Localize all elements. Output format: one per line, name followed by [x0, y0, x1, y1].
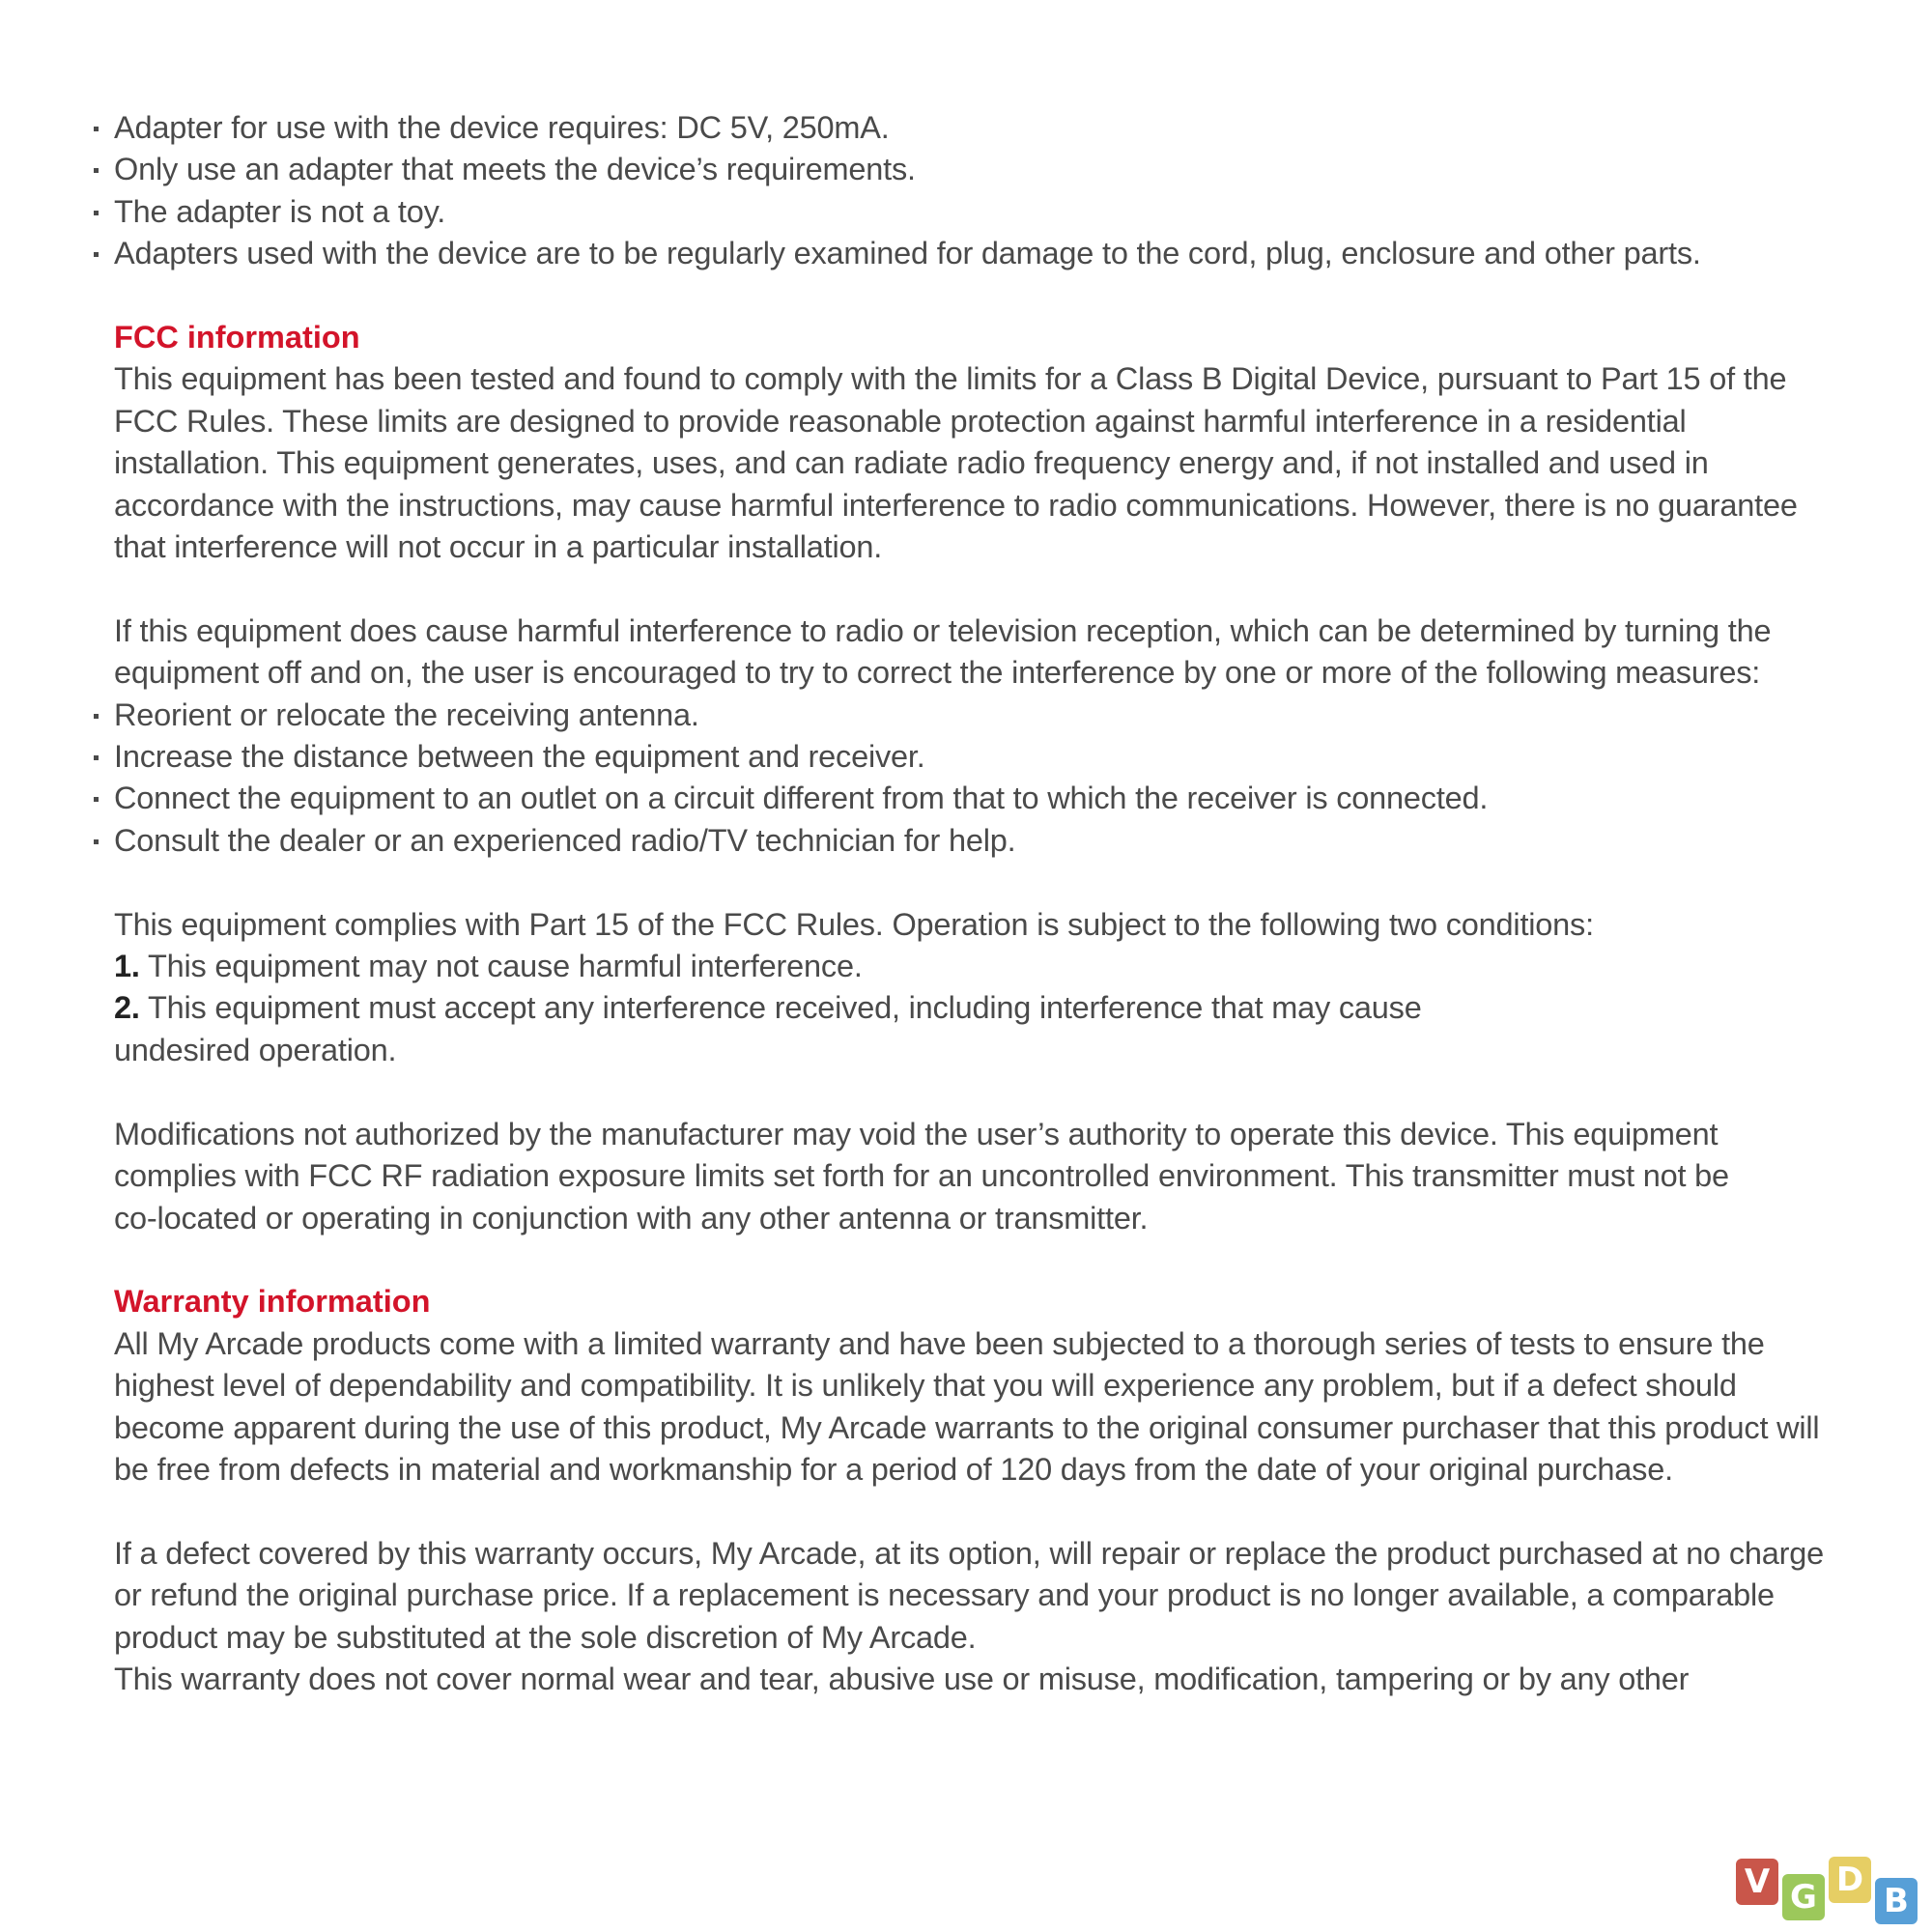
- fcc-measures-list: [114, 695, 1843, 863]
- fcc-paragraph: Modifications not authorized by the manufacturer may void the user’s authority to operate this device. This equipment complies with FCC RF radiation exposure limits set forth for an uncontrolled environment. This transmitter must not be co-located or operating in conjunction with any other antenna or transmitter.: [114, 1116, 1729, 1236]
- condition-text: This equipment must accept any interference received, including interference that may cause undesired operation.: [114, 990, 1422, 1067]
- warranty-heading: Warranty information: [114, 1284, 431, 1320]
- fcc-paragraph: If this equipment does cause harmful interference to radio or television reception, which can be determined by turning the equipment off and on, the user is encouraged to try to correct the interference by one or more of the following measures:: [114, 612, 1772, 691]
- warranty-paragraph: This warranty does not cover normal wear and tear, abusive use or misuse, modification, tampering or by any other: [114, 1661, 1690, 1696]
- list-item: Adapter for use with the device requires: DC 5V, 250mA.: [114, 107, 1843, 149]
- warranty-paragraph: All My Arcade products come with a limited warranty and have been subjected to a thorough series of tests to ensure the highest level of dependability and compatibility. It is unlikely that you will experience any problem, but if a defect should become apparent during the use of this product, My Arcade warrants to the original consumer purchaser that this product will be free from defects in material and workmanship for a period of 120 days from the date of your original purchase.: [114, 1325, 1820, 1487]
- logo-letter-tile: G: [1782, 1874, 1825, 1920]
- list-item: Reorient or relocate the receiving antenna.: [114, 695, 1843, 736]
- fcc-paragraph: This equipment complies with Part 15 of the FCC Rules. Operation is subject to the following two conditions:: [114, 906, 1594, 942]
- vgdb-watermark-logo: [1736, 1857, 1929, 1930]
- fcc-heading: FCC information: [114, 320, 360, 355]
- condition-item: [114, 946, 1843, 987]
- warranty-paragraph: If a defect covered by this warranty occurs, My Arcade, at its option, will repair or replace the product purchased at no charge or refund the original purchase price. If a replacement is necessary and your product is no longer available, a comparable product may be substituted at the sole discretion of My Arcade.: [114, 1535, 1825, 1655]
- list-item: Consult the dealer or an experienced radio/TV technician for help.: [114, 820, 1843, 862]
- logo-letter-tile: V: [1736, 1859, 1778, 1905]
- list-item: The adapter is not a toy.: [114, 191, 1843, 233]
- document-content: [114, 107, 1843, 1700]
- logo-letter-tile: D: [1829, 1857, 1871, 1903]
- fcc-paragraph: This equipment has been tested and found to comply with the limits for a Class B Digital Device, pursuant to Part 15 of the FCC Rules. These limits are designed to provide reasonable protection against harmful interference in a residential installation. This equipment generates, uses, and can radiate radio frequency energy and, if not installed and used in accordance with the instructions, may cause harmful interference to radio communications. However, there is no guarantee that interference will not occur in a particular installation.: [114, 361, 1798, 565]
- condition-number: 2.: [114, 990, 140, 1026]
- list-item: Connect the equipment to an outlet on a circuit different from that to which the receiver is connected.: [114, 778, 1843, 819]
- condition-text: This equipment may not cause harmful interference.: [147, 949, 863, 984]
- logo-letter-tile: B: [1875, 1878, 1918, 1924]
- condition-number: 1.: [114, 949, 140, 984]
- condition-item: [114, 987, 1563, 1071]
- list-item: Increase the distance between the equipment and receiver.: [114, 736, 1843, 778]
- list-item: Adapters used with the device are to be regularly examined for damage to the cord, plug, enclosure and other parts.: [114, 233, 1747, 274]
- list-item: Only use an adapter that meets the device’s requirements.: [114, 149, 1843, 190]
- adapter-bullet-list: [114, 107, 1843, 275]
